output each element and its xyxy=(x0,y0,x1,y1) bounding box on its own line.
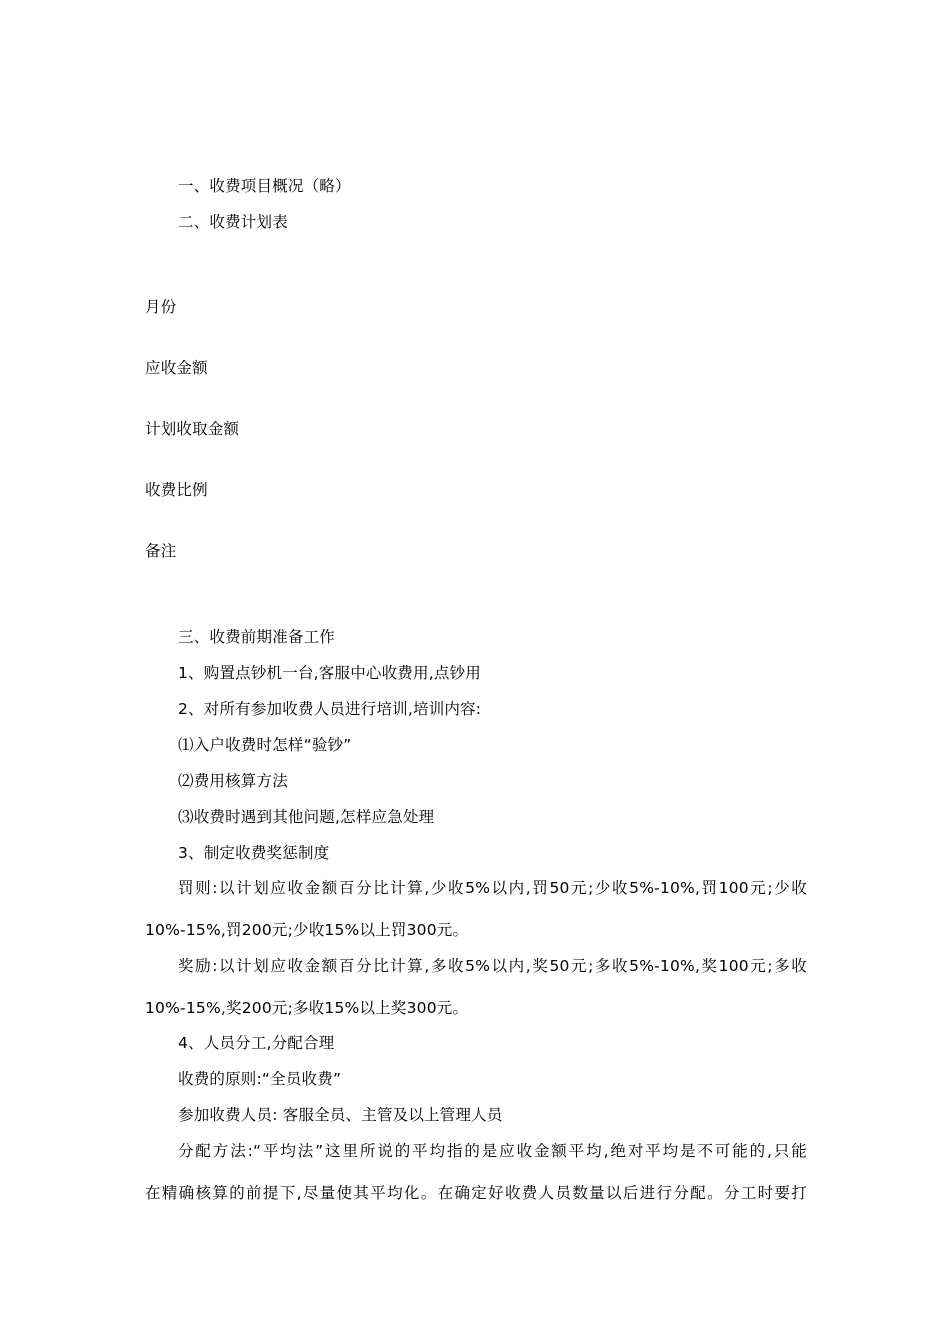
section-heading-1: 一、收费项目概况（略） xyxy=(178,177,351,195)
penalty-line-1: 罚则:以计划应收金额百分比计算,少收5%以内,罚50元;少收5%-10%,罚100元;少收 xyxy=(178,879,807,897)
method-line-2: 在精确核算的前提下,尽量使其平均化。在确定好收费人员数量以后进行分配。分工时要打 xyxy=(145,1184,807,1202)
penalty-line-2: 10%-15%,罚200元;少收15%以上罚300元。 xyxy=(145,921,469,939)
staff-line: 参加收费人员: 客服全员、主管及以上管理人员 xyxy=(178,1106,503,1124)
list-item-3: 3、制定收费奖惩制度 xyxy=(178,844,330,862)
table-header-remark: 备注 xyxy=(145,542,177,560)
section-heading-3: 三、收费前期准备工作 xyxy=(178,628,336,646)
principle-line: 收费的原则:“全员收费” xyxy=(178,1070,342,1088)
section-heading-2: 二、收费计划表 xyxy=(178,213,288,231)
table-header-ratio: 收费比例 xyxy=(145,481,208,499)
list-item-4: 4、人员分工,分配合理 xyxy=(178,1034,335,1052)
reward-line-1: 奖励:以计划应收金额百分比计算,多收5%以内,奖50元;多收5%-10%,奖100元;多收 xyxy=(178,957,807,975)
sub-item-2: ⑵费用核算方法 xyxy=(178,772,288,790)
method-line-1: 分配方法:“平均法”这里所说的平均指的是应收金额平均,绝对平均是不可能的,只能 xyxy=(178,1142,807,1160)
sub-item-1: ⑴入户收费时怎样“验钞” xyxy=(178,736,352,754)
reward-line-2: 10%-15%,奖200元;多收15%以上奖300元。 xyxy=(145,999,469,1017)
table-header-planned: 计划收取金额 xyxy=(145,420,240,438)
list-item-2: 2、对所有参加收费人员进行培训,培训内容: xyxy=(178,700,482,718)
table-header-receivable: 应收金额 xyxy=(145,359,208,377)
table-header-month: 月份 xyxy=(145,298,177,316)
sub-item-3: ⑶收费时遇到其他问题,怎样应急处理 xyxy=(178,808,435,826)
list-item-1: 1、购置点钞机一台,客服中心收费用,点钞用 xyxy=(178,664,481,682)
